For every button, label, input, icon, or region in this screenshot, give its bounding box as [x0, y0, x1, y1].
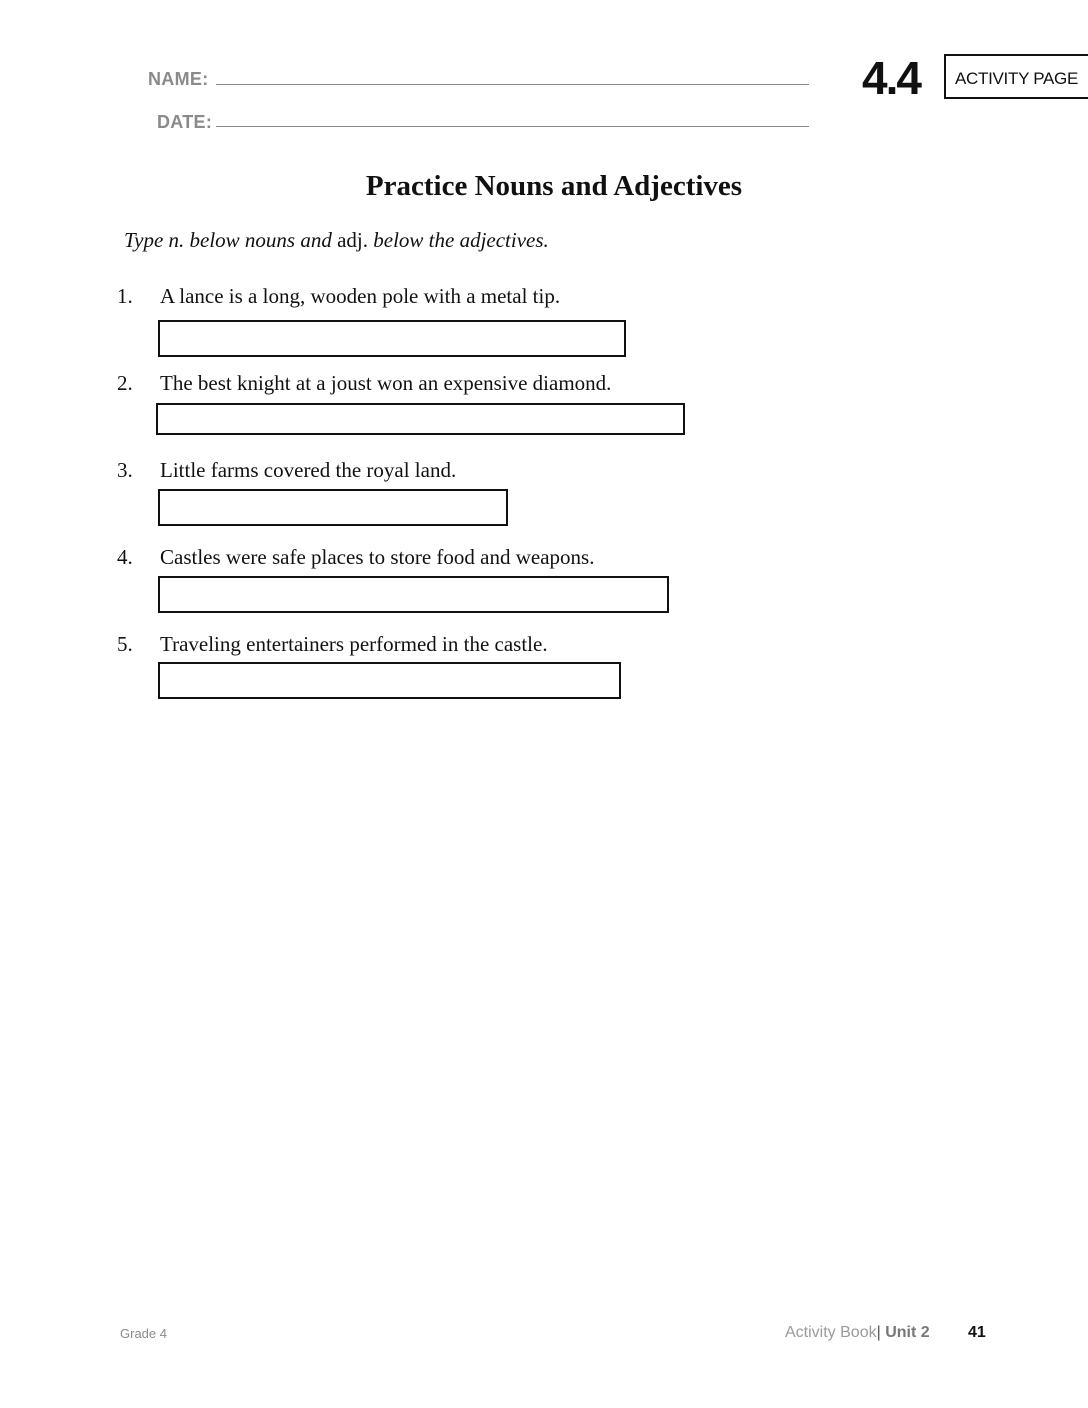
date-field-line[interactable]: [216, 126, 809, 127]
footer-book-unit: [785, 1324, 930, 1342]
question-text: The best knight at a joust won an expensive diamond.: [160, 371, 612, 395]
question-number: 4.: [117, 545, 133, 569]
instructions-part-1: Type n. below nouns and: [124, 228, 332, 252]
activity-number: 4.4: [862, 52, 920, 104]
answer-box[interactable]: [158, 489, 508, 526]
instructions-part-3: below the adjectives.: [373, 228, 549, 252]
answer-box[interactable]: [158, 662, 621, 699]
footer-unit: Unit 2: [885, 1324, 930, 1341]
activity-page-tag: ACTIVITY PAGE: [944, 54, 1088, 99]
instructions-part-2: adj.: [337, 228, 369, 252]
footer-page-number: 41: [968, 1324, 986, 1341]
question-number: 1.: [117, 284, 133, 308]
footer-book-title: Activity Book: [785, 1324, 877, 1341]
question-text: A lance is a long, wooden pole with a metal tip.: [160, 284, 561, 308]
question-number: 3.: [117, 458, 133, 482]
question-text: Little farms covered the royal land.: [160, 458, 457, 482]
answer-box[interactable]: [156, 403, 685, 435]
name-field-line[interactable]: [216, 84, 809, 85]
answer-box[interactable]: [158, 320, 626, 357]
date-label: DATE:: [157, 112, 213, 132]
question-text: Castles were safe places to store food and weapons.: [160, 545, 595, 569]
question-number: 2.: [117, 371, 133, 395]
footer-separator: |: [876, 1324, 881, 1341]
question-text: Traveling entertainers performed in the castle.: [160, 632, 548, 656]
name-label: NAME:: [148, 69, 209, 89]
answer-box[interactable]: [158, 576, 669, 613]
footer-grade: Grade 4: [120, 1326, 167, 1341]
question-number: 5.: [117, 632, 133, 656]
instructions: [124, 228, 549, 253]
page-title: Practice Nouns and Adjectives: [365, 170, 743, 202]
